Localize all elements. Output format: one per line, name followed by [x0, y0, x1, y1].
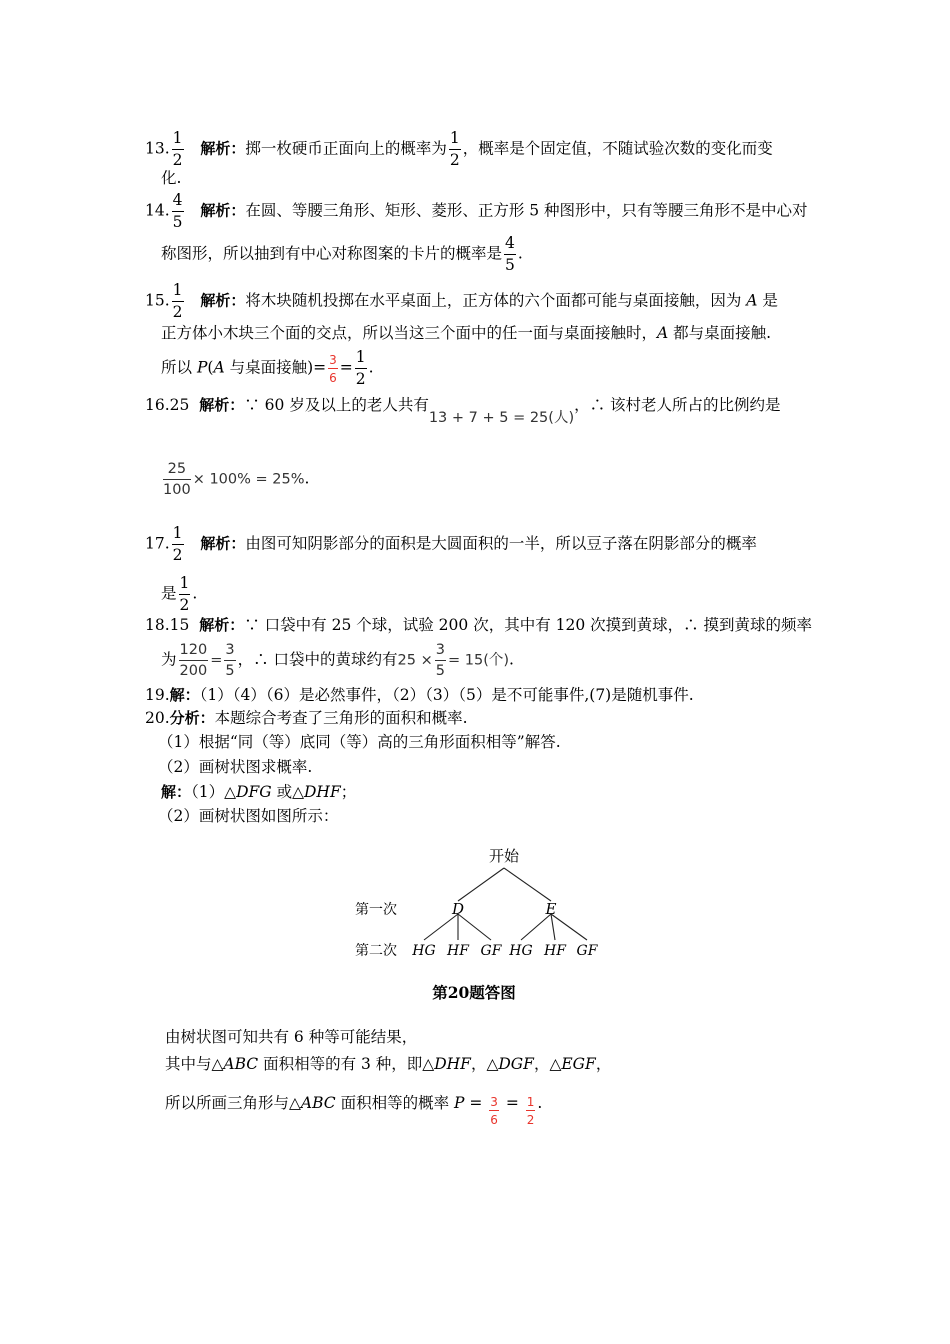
- conclusion-line3: 所以所画三角形与△ABC 面积相等的概率 P = $\frac{3}{6}$ = $\frac{1}{2}$ .: [165, 1094, 543, 1127]
- answer-20-analysis: 20.分析：本题综合考查了三角形的面积和概率.: [145, 709, 468, 727]
- tree-leaf: GF: [480, 943, 502, 959]
- question-number: 19.: [145, 686, 170, 704]
- answer-15-line3: 所以 P(A 与桌面接触)= $\frac{3}{6}$ = $\frac{1}{2}$ .: [161, 348, 374, 388]
- analysis-label: 解析：: [200, 291, 246, 310]
- answer-18-line1: 18.15 解析：∵ 口袋中有 25 个球，试验 200 次，其中有 120 次摸到黄球，∴ 摸到黄球的频率: [145, 616, 813, 634]
- fraction: $\frac{25}{100}$: [163, 461, 191, 498]
- tree-leaf: GF: [576, 943, 598, 959]
- fraction: $\frac{3}{5}$: [225, 642, 235, 679]
- fraction: $\frac{120}{200}$: [179, 642, 208, 679]
- analysis-label: 解析：: [200, 534, 246, 553]
- analysis-label: 解析：: [200, 201, 246, 220]
- answer-14-line2: 称图形，所以抽到有中心对称图案的卡片的概率是 $\frac{4}{5}$ .: [161, 234, 523, 274]
- analysis-label: 分析：: [169, 709, 215, 727]
- answer-20-solution: 解：（1）△DFG 或△DHF；: [161, 783, 357, 801]
- question-number: 14.: [145, 201, 170, 220]
- answer-13-line2: 化.: [161, 169, 182, 187]
- question-number: 15.: [145, 291, 170, 310]
- solution-label: 解：: [169, 686, 200, 704]
- solution-label: 解：: [161, 783, 192, 801]
- analysis-label: 解析：: [200, 139, 246, 158]
- conclusion-line2: 其中与△ABC 面积相等的有 3 种，即△DHF，△DGF，△EGF，: [165, 1055, 612, 1073]
- tree-node-d: D: [451, 900, 465, 918]
- answer-18-line2: 为 $\frac{120}{200}$ = $\frac{3}{5}$ ，∴ 口袋中的黄球约有25 × $\frac{3}{5}$ = 15(个).: [161, 642, 514, 679]
- conclusion-line1: 由树状图可知共有 6 种等可能结果，: [165, 1028, 418, 1046]
- answer-fraction: $\frac{4}{5}$: [172, 191, 183, 231]
- question-number: 13.: [145, 139, 170, 158]
- fraction: $\frac{4}{5}$: [505, 234, 515, 274]
- red-fraction: $\frac{3}{6}$: [329, 352, 337, 385]
- answer-17-line2: 是 $\frac{1}{2}$ .: [161, 574, 198, 614]
- tree-row1-label: 第一次: [355, 902, 397, 918]
- answer-fraction: $\frac{1}{2}$: [172, 281, 183, 321]
- red-fraction: $\frac{1}{2}$: [526, 1095, 535, 1127]
- fraction: $\frac{1}{2}$: [449, 129, 460, 169]
- answer-20-line3: （2）画树状图如图所示：: [158, 807, 339, 825]
- math-expression: 13 + 7 + 5 = 25(人): [428, 410, 575, 426]
- tree-leaf: HG: [509, 943, 533, 959]
- answer-15-line1: 15. $\frac{1}{2}$ 解析：将木块随机投掷在水平桌面上，正方体的六个面都可能与桌面接触，因为 A 是: [145, 281, 778, 321]
- red-fraction: $\frac{3}{6}$: [490, 1095, 498, 1127]
- question-number: 16.25: [145, 396, 190, 414]
- answer-16-line1: 16.25 解析：∵ 60 岁及以上的老人共有13 + 7 + 5 = 25(人)，∴ 该村老人所占的比例约是: [145, 396, 781, 426]
- answer-fraction: $\frac{1}{2}$: [172, 524, 183, 564]
- answer-20-line2: （2）画树状图求概率.: [158, 758, 313, 776]
- math-expression: × 100% = 25%: [192, 471, 305, 488]
- tree-diagram: [0, 840, 950, 1010]
- fraction: $\frac{3}{5}$: [435, 642, 445, 679]
- answer-14-line1: 14. $\frac{4}{5}$ 解析：在圆、等腰三角形、矩形、菱形、正方形 5 种图形中，只有等腰三角形不是中心对: [145, 191, 808, 231]
- answer-fraction: $\frac{1}{2}$: [172, 129, 183, 169]
- answer-15-line2: 正方体小木块三个面的交点，所以当这三个面中的任一面与桌面接触时，A 都与桌面接触.: [161, 324, 772, 342]
- tree-node-e: E: [545, 900, 557, 918]
- tree-row2-label: 第二次: [355, 943, 397, 959]
- question-number: 20.: [145, 709, 170, 727]
- question-number: 18.15: [145, 616, 190, 634]
- analysis-label: 解析：: [199, 616, 245, 634]
- tree-leaf: HF: [544, 943, 566, 959]
- tree-root: 开始: [488, 847, 520, 865]
- analysis-label: 解析：: [199, 396, 245, 414]
- tree-leaf: HG: [412, 943, 436, 959]
- fraction: $\frac{1}{2}$: [355, 348, 366, 388]
- figure-caption: 第20题答图: [432, 983, 516, 1002]
- answer-16-line2: $\frac{25}{100}$ × 100% = 25%.: [163, 461, 310, 498]
- question-number: 17.: [145, 534, 170, 553]
- answer-20-line1: （1）根据“同（等）底同（等）高的三角形面积相等”解答.: [158, 733, 561, 751]
- answer-19: 19.解：（1）（4）（6）是必然事件，（2）（3）（5）是不可能事件,(7)是随机事件.: [145, 686, 694, 704]
- answer-13-line1: 13. $\frac{1}{2}$ 解析：掷一枚硬币正面向上的概率为 $\frac{1}{2}$ ，概率是个固定值，不随试验次数的变化而变: [145, 129, 773, 169]
- fraction: $\frac{1}{2}$: [179, 574, 190, 614]
- tree-leaf: HF: [447, 943, 469, 959]
- answer-17-line1: 17. $\frac{1}{2}$ 解析：由图可知阴影部分的面积是大圆面积的一半，所以豆子落在阴影部分的概率: [145, 524, 757, 564]
